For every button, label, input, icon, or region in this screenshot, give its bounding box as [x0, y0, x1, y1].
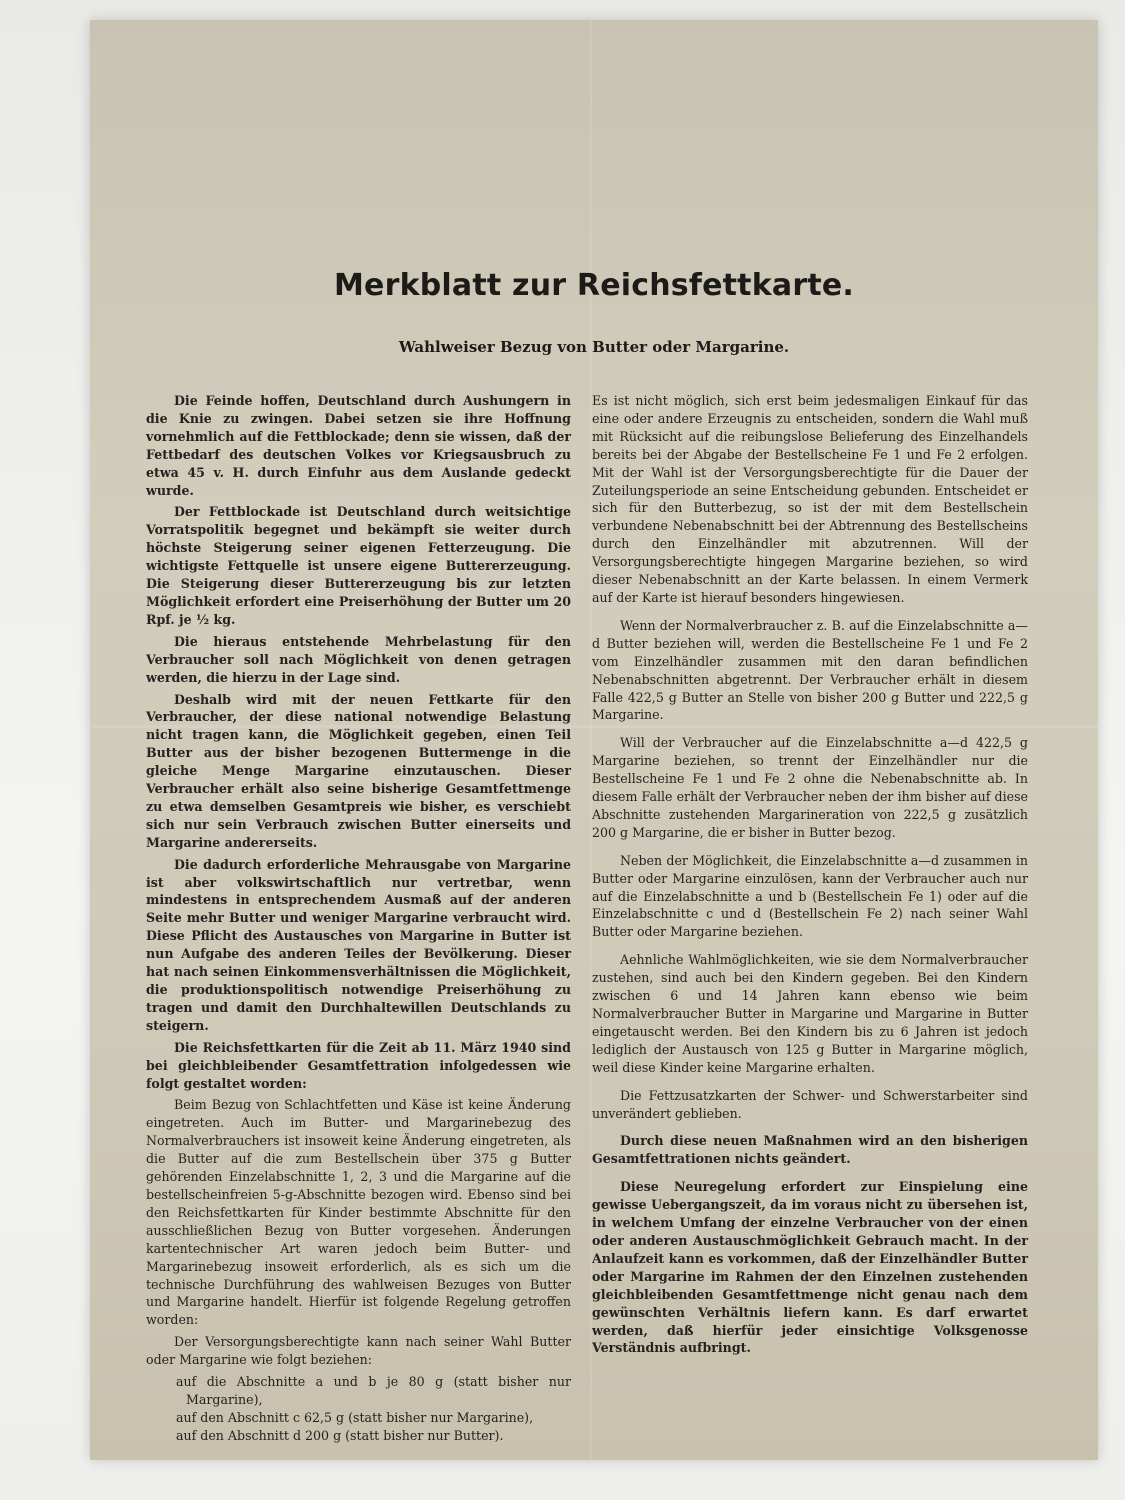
right-column: [592, 392, 1028, 1361]
document-title: Merkblatt zur Reichsfettkarte.: [333, 268, 854, 303]
paragraph: Beim Bezug von Schlachtfetten und Käse ist keine Änderung eingetreten. Auch im Butter- und Margarinebezug des Normalverbrauchers ist insoweit keine Änderung eingetreten, als die Butter auf die zum Bestellschein über 375 g Butter gehörenden Einzelabschnitte 1, 2, 3 und die Margarine auf die bestellscheinfreien 5-g-Abschnitte bezogen wird. Ebenso sind bei den Reichsfettkarten für Kinder bestimmte Abschnitte für den ausschließlichen Bezug von Butter vorgesehen. Änderungen kartentechnischer Art waren jedoch beim Butter- und Margarinebezug insoweit erforderlich, als es sich um die technische Durchführung des wahlweisen Bezuges von Butter und Margarine handelt. Hierfür ist folgende Regelung getroffen worden:: [146, 1097, 571, 1328]
paragraph: Die dadurch erforderliche Mehrausgabe von Margarine ist aber volkswirtschaftlich nur vertretbar, wenn mindestens in entsprechendem Ausmaß auf der anderen Seite mehr Butter und weniger Margarine verbraucht wird. Diese Pflicht des Austausches von Margarine in Butter ist nun Aufgabe des anderen Teiles der Bevölkerung. Dieser hat nach seinen Einkommensverhältnissen die Möglichkeit, die produktionspolitisch notwendige Preiserhöhung zu tragen und damit den Durchhaltewillen Deutschlands zu steigern.: [146, 856, 571, 1033]
paragraph: Der Versorgungsberechtigte kann nach seiner Wahl Butter oder Margarine wie folgt beziehen:: [146, 1334, 571, 1368]
left-column: [146, 392, 571, 1445]
paragraph: Will der Verbraucher auf die Einzelabschnitte a—d 422,5 g Margarine beziehen, so trennt der Einzelhändler nur die Bestellscheine Fe 1 und Fe 2 ohne die Nebenabschnitte ab. In diesem Falle erhält der Verbraucher neben der ihm bisher auf diese Abschnitte zustehenden Margarineration von 222,5 g zusätzlich 200 g Margarine, die er bisher in Butter bezog.: [592, 735, 1028, 840]
paragraph: Durch diese neuen Maßnahmen wird an den bisherigen Gesamtfettrationen nichts geändert.: [592, 1133, 1028, 1167]
paragraph: Die Reichsfettkarten für die Zeit ab 11. März 1940 sind bei gleichbleibender Gesamtfettration infolgedessen wie folgt gestaltet worden:: [146, 1039, 571, 1091]
paragraph: Deshalb wird mit der neuen Fettkarte für den Verbraucher, der diese national notwendige Belastung nicht tragen kann, die Möglichkeit gegeben, einen Teil Butter aus der bisher bezogenen Buttermenge in die gleiche Menge Margarine einzutauschen. Dieser Verbraucher erhält also seine bisherige Gesamtfettmenge zu etwa demselben Gesamtpreis wie bisher, es verschiebt sich nur sein Verbrauch zwischen Butter einerseits und Margarine andererseits.: [146, 691, 571, 850]
paragraph: Aehnliche Wahlmöglichkeiten, wie sie dem Normalverbraucher zustehen, sind auch bei den Kindern gegeben. Bei den Kindern zwischen 6 und 14 Jahren kann ebenso wie beim Normalverbraucher Butter in Margarine und Margarine in Butter eingetauscht werden. Bei den Kindern bis zu 6 Jahren ist jedoch lediglich der Austausch von 125 g Butter in Margarine möglich, weil diese Kinder keine Margarine erhalten.: [592, 952, 1028, 1075]
list-item: auf den Abschnitt d 200 g (statt bisher nur Butter).: [176, 1427, 504, 1443]
paragraph: Wenn der Normalverbraucher z. B. auf die Einzelabschnitte a—d Butter beziehen will, werden die Bestellscheine Fe 1 und Fe 2 vom Einzelhändler zusammen mit den daran befindlichen Nebenabschnitten abgetrennt. Der Verbraucher erhält in diesem Falle 422,5 g Butter an Stelle von bisher 200 g Butter und 222,5 g Margarine.: [592, 617, 1028, 723]
list-item: auf den Abschnitt c 62,5 g (statt bisher nur Margarine),: [176, 1409, 534, 1425]
paragraph: Die Fettzusatzkarten der Schwer- und Schwerstarbeiter sind unverändert geblieben.: [592, 1087, 1028, 1121]
list-item: auf die Abschnitte a und b je 80 g (statt bisher nur Margarine),: [176, 1374, 571, 1407]
paragraph: Die hieraus entstehende Mehrbelastung für den Verbraucher soll nach Möglichkeit von denen getragen werden, die hierzu in der Lage sind.: [146, 633, 571, 685]
document-subtitle: Wahlweiser Bezug von Butter oder Margarine.: [398, 338, 790, 356]
paragraph: Diese Neuregelung erfordert zur Einspielung eine gewisse Uebergangszeit, da im voraus nicht zu übersehen ist, in welchem Umfang der einzelne Verbraucher von der einen oder anderen Austauschmöglichkeit Gebrauch macht. In der Anlaufzeit kann es vorkommen, daß der Einzelhändler Butter oder Margarine im Rahmen der den Einzelnen zustehenden gleichbleibenden Gesamtfettmenge nicht genau nach dem gewünschten Verhältnis liefern kann. Es darf erwartet werden, daß hierfür jeder einsichtige Volksgenosse Verständnis aufbringt.: [592, 1179, 1028, 1356]
paragraph: Neben der Möglichkeit, die Einzelabschnitte a—d zusammen in Butter oder Margarine einzulösen, kann der Verbraucher auch nur auf die Einzelabschnitte a und b (Bestellschein Fe 1) oder auf die Einzelabschnitte c und d (Bestellschein Fe 2) nach seiner Wahl Butter oder Margarine beziehen.: [592, 852, 1028, 940]
paragraph: Der Fettblockade ist Deutschland durch weitsichtige Vorratspolitik begegnet und bekämpft sie weiter durch höchste Steigerung seiner eigenen Fetterzeugung. Die wichtigste Fettquelle ist unsere eigene Buttererzeugung. Die Steigerung dieser Buttererzeugung bis zur letzten Möglichkeit erfordert eine Preiserhöhung der Butter um 20 Rpf. je ½ kg.: [146, 504, 571, 627]
document-sheet: [90, 20, 1098, 1460]
paragraph: Es ist nicht möglich, sich erst beim jedesmaligen Einkauf für das eine oder andere Erzeugnis zu entscheiden, sondern die Wahl muß mit Rücksicht auf die reibungslose Belieferung des Einzelhandels bereits bei der Abgabe der Bestellscheine Fe 1 und Fe 2 erfolgen. Mit der Wahl ist der Versorgungsberechtigte für die Dauer der Zuteilungsperiode an seine Entscheidung gebunden. Entscheidet er sich für den Butterbezug, so ist der mit dem Bestellschein verbundene Nebenabschnitt bei der Abtrennung des Bestellscheins durch den Einzelhändler mit abzutrennen. Will der Versorgungsberechtigte hingegen Margarine beziehen, so wird dieser Nebenabschnitt an der Karte belassen. In einem Vermerk auf der Karte ist hierauf besonders hingewiesen.: [592, 393, 1028, 605]
paragraph: Die Feinde hoffen, Deutschland durch Aushungern in die Knie zu zwingen. Dabei setzen sie ihre Hoffnung vornehmlich auf die Fettblockade; denn sie wissen, daß der Fettbedarf des deutschen Volkes vor Kriegsausbruch zu etwa 45 v. H. durch Einfuhr aus dem Auslande gedeckt wurde.: [146, 393, 571, 498]
